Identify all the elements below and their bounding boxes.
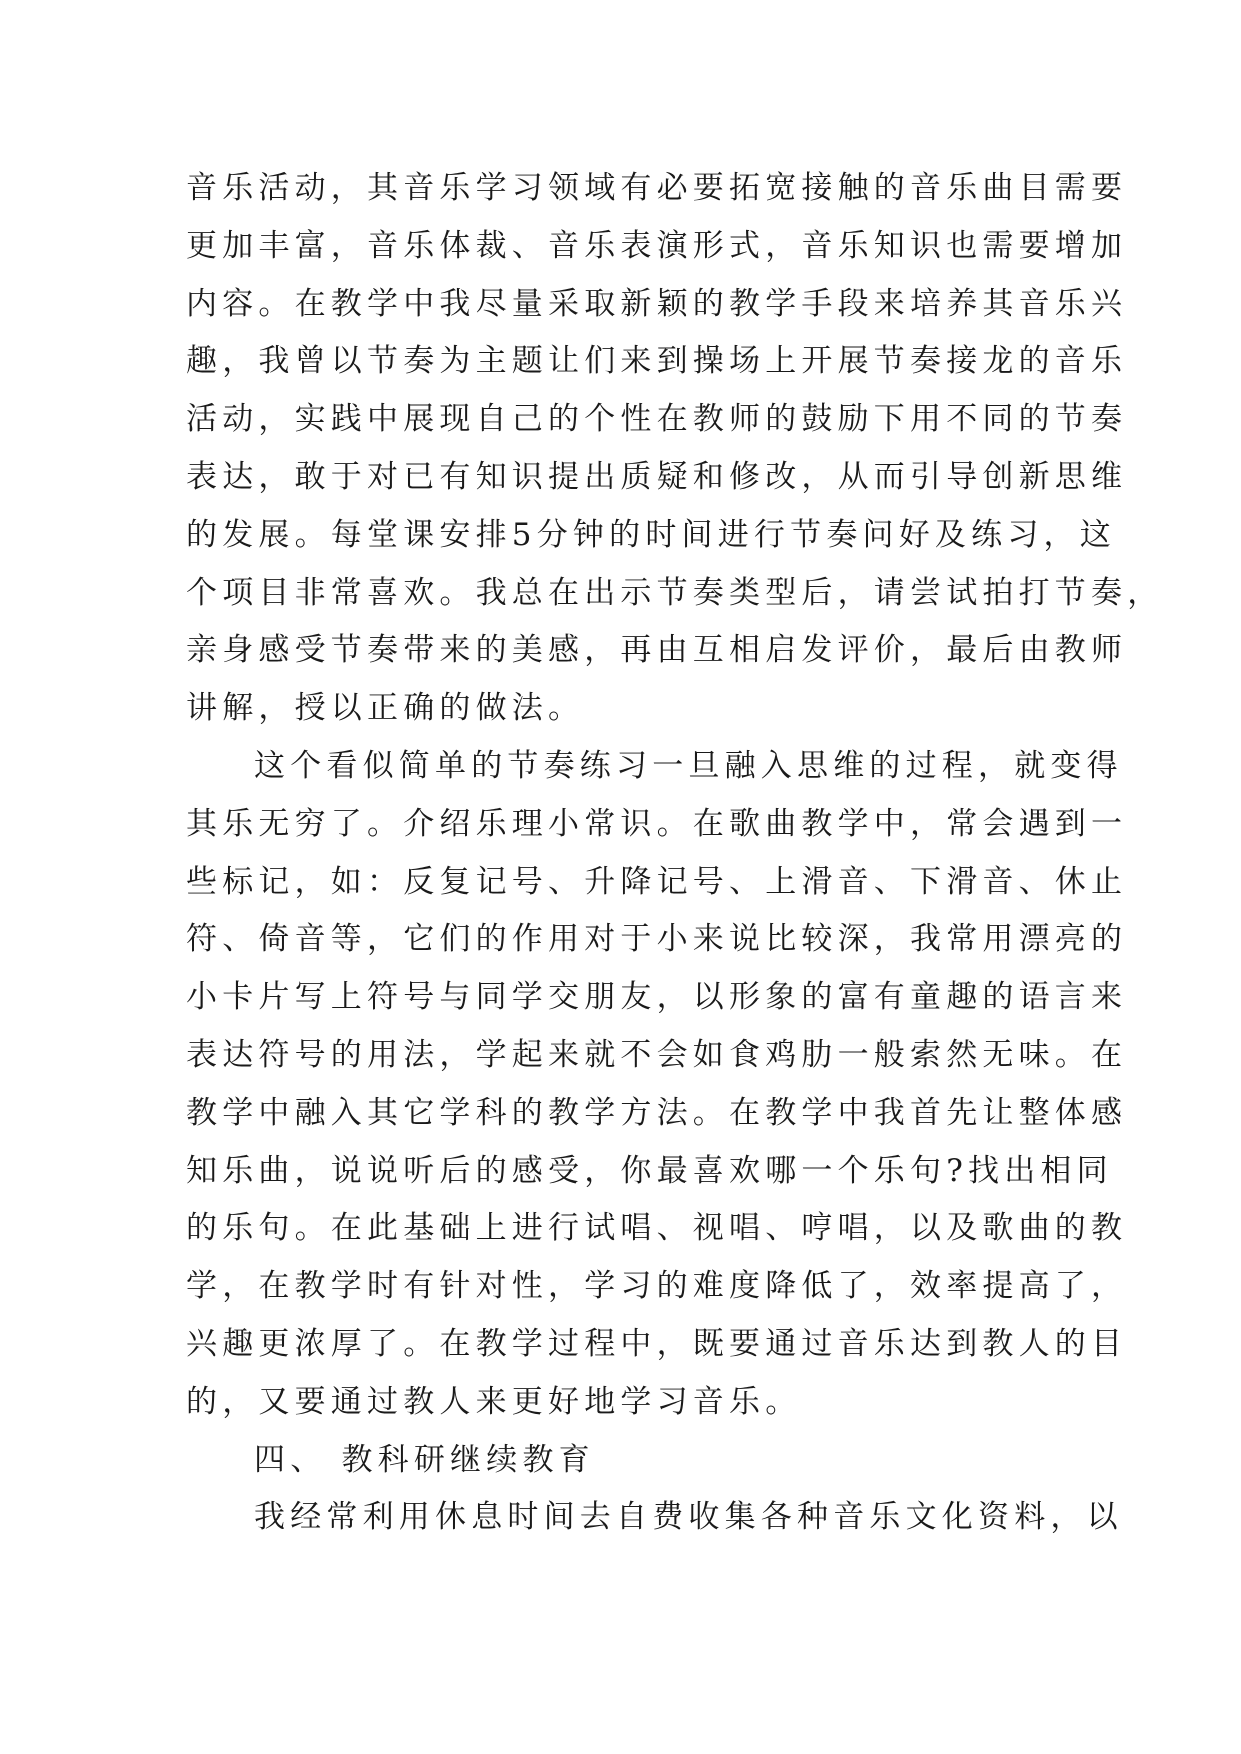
section-heading: 四、 教科研继续教育 bbox=[254, 1441, 595, 1478]
document-body bbox=[186, 160, 1164, 1547]
text-line: 个项目非常喜欢。我总在出示节奏类型后，请尝试拍打节奏， bbox=[186, 574, 1164, 611]
text-line: 的，又要通过教人来更好地学习音乐。 bbox=[186, 1383, 802, 1420]
text-line: 内容。在教学中我尽量采取新颖的教学手段来培养其音乐兴 bbox=[186, 285, 1128, 322]
text-line: 的乐句。在此基础上进行试唱、视唱、哼唱，以及歌曲的教 bbox=[186, 1210, 1128, 1247]
paragraph-first-line: 我经常利用休息时间去自费收集各种音乐文化资料，以 bbox=[254, 1499, 1123, 1536]
text-line: 更加丰富，音乐体裁、音乐表演形式，音乐知识也需要增加 bbox=[186, 227, 1128, 264]
text-line: 教学中融入其它学科的教学方法。在教学中我首先让整体感 bbox=[186, 1094, 1128, 1131]
text-line: 活动，实践中展现自己的个性在教师的鼓励下用不同的节奏 bbox=[186, 401, 1128, 438]
text-line: 其乐无穷了。介绍乐理小常识。在歌曲教学中，常会遇到一 bbox=[186, 805, 1128, 842]
text-line: 亲身感受节奏带来的美感，再由互相启发评价，最后由教师 bbox=[186, 632, 1128, 669]
text-line: 知乐曲，说说听后的感受，你最喜欢哪一个乐句?找出相同 bbox=[186, 1152, 1113, 1189]
text-line: 讲解，授以正确的做法。 bbox=[186, 690, 585, 727]
text-line: 小卡片写上符号与同学交朋友，以形象的富有童趣的语言来 bbox=[186, 979, 1128, 1016]
text-line: 表达符号的用法，学起来就不会如食鸡肋一般索然无味。在 bbox=[186, 1036, 1128, 1073]
text-line: 学，在教学时有针对性，学习的难度降低了，效率提高了， bbox=[186, 1268, 1128, 1305]
text-line: 趣，我曾以节奏为主题让们来到操场上开展节奏接龙的音乐 bbox=[186, 343, 1128, 380]
text-line: 符、倚音等，它们的作用对于小来说比较深，我常用漂亮的 bbox=[186, 921, 1128, 958]
text-line: 的发展。每堂课安排5分钟的时间进行节奏问好及练习，这 bbox=[186, 516, 1116, 553]
text-line: 音乐活动，其音乐学习领域有必要拓宽接触的音乐曲目需要 bbox=[186, 170, 1128, 206]
text-line: 些标记，如：反复记号、升降记号、上滑音、下滑音、休止 bbox=[186, 863, 1128, 900]
text-line: 兴趣更浓厚了。在教学过程中，既要通过音乐达到教人的目 bbox=[186, 1325, 1128, 1362]
paragraph-first-line: 这个看似简单的节奏练习一旦融入思维的过程，就变得 bbox=[254, 747, 1123, 784]
text-line: 表达，敢于对已有知识提出质疑和修改，从而引导创新思维 bbox=[186, 458, 1128, 495]
